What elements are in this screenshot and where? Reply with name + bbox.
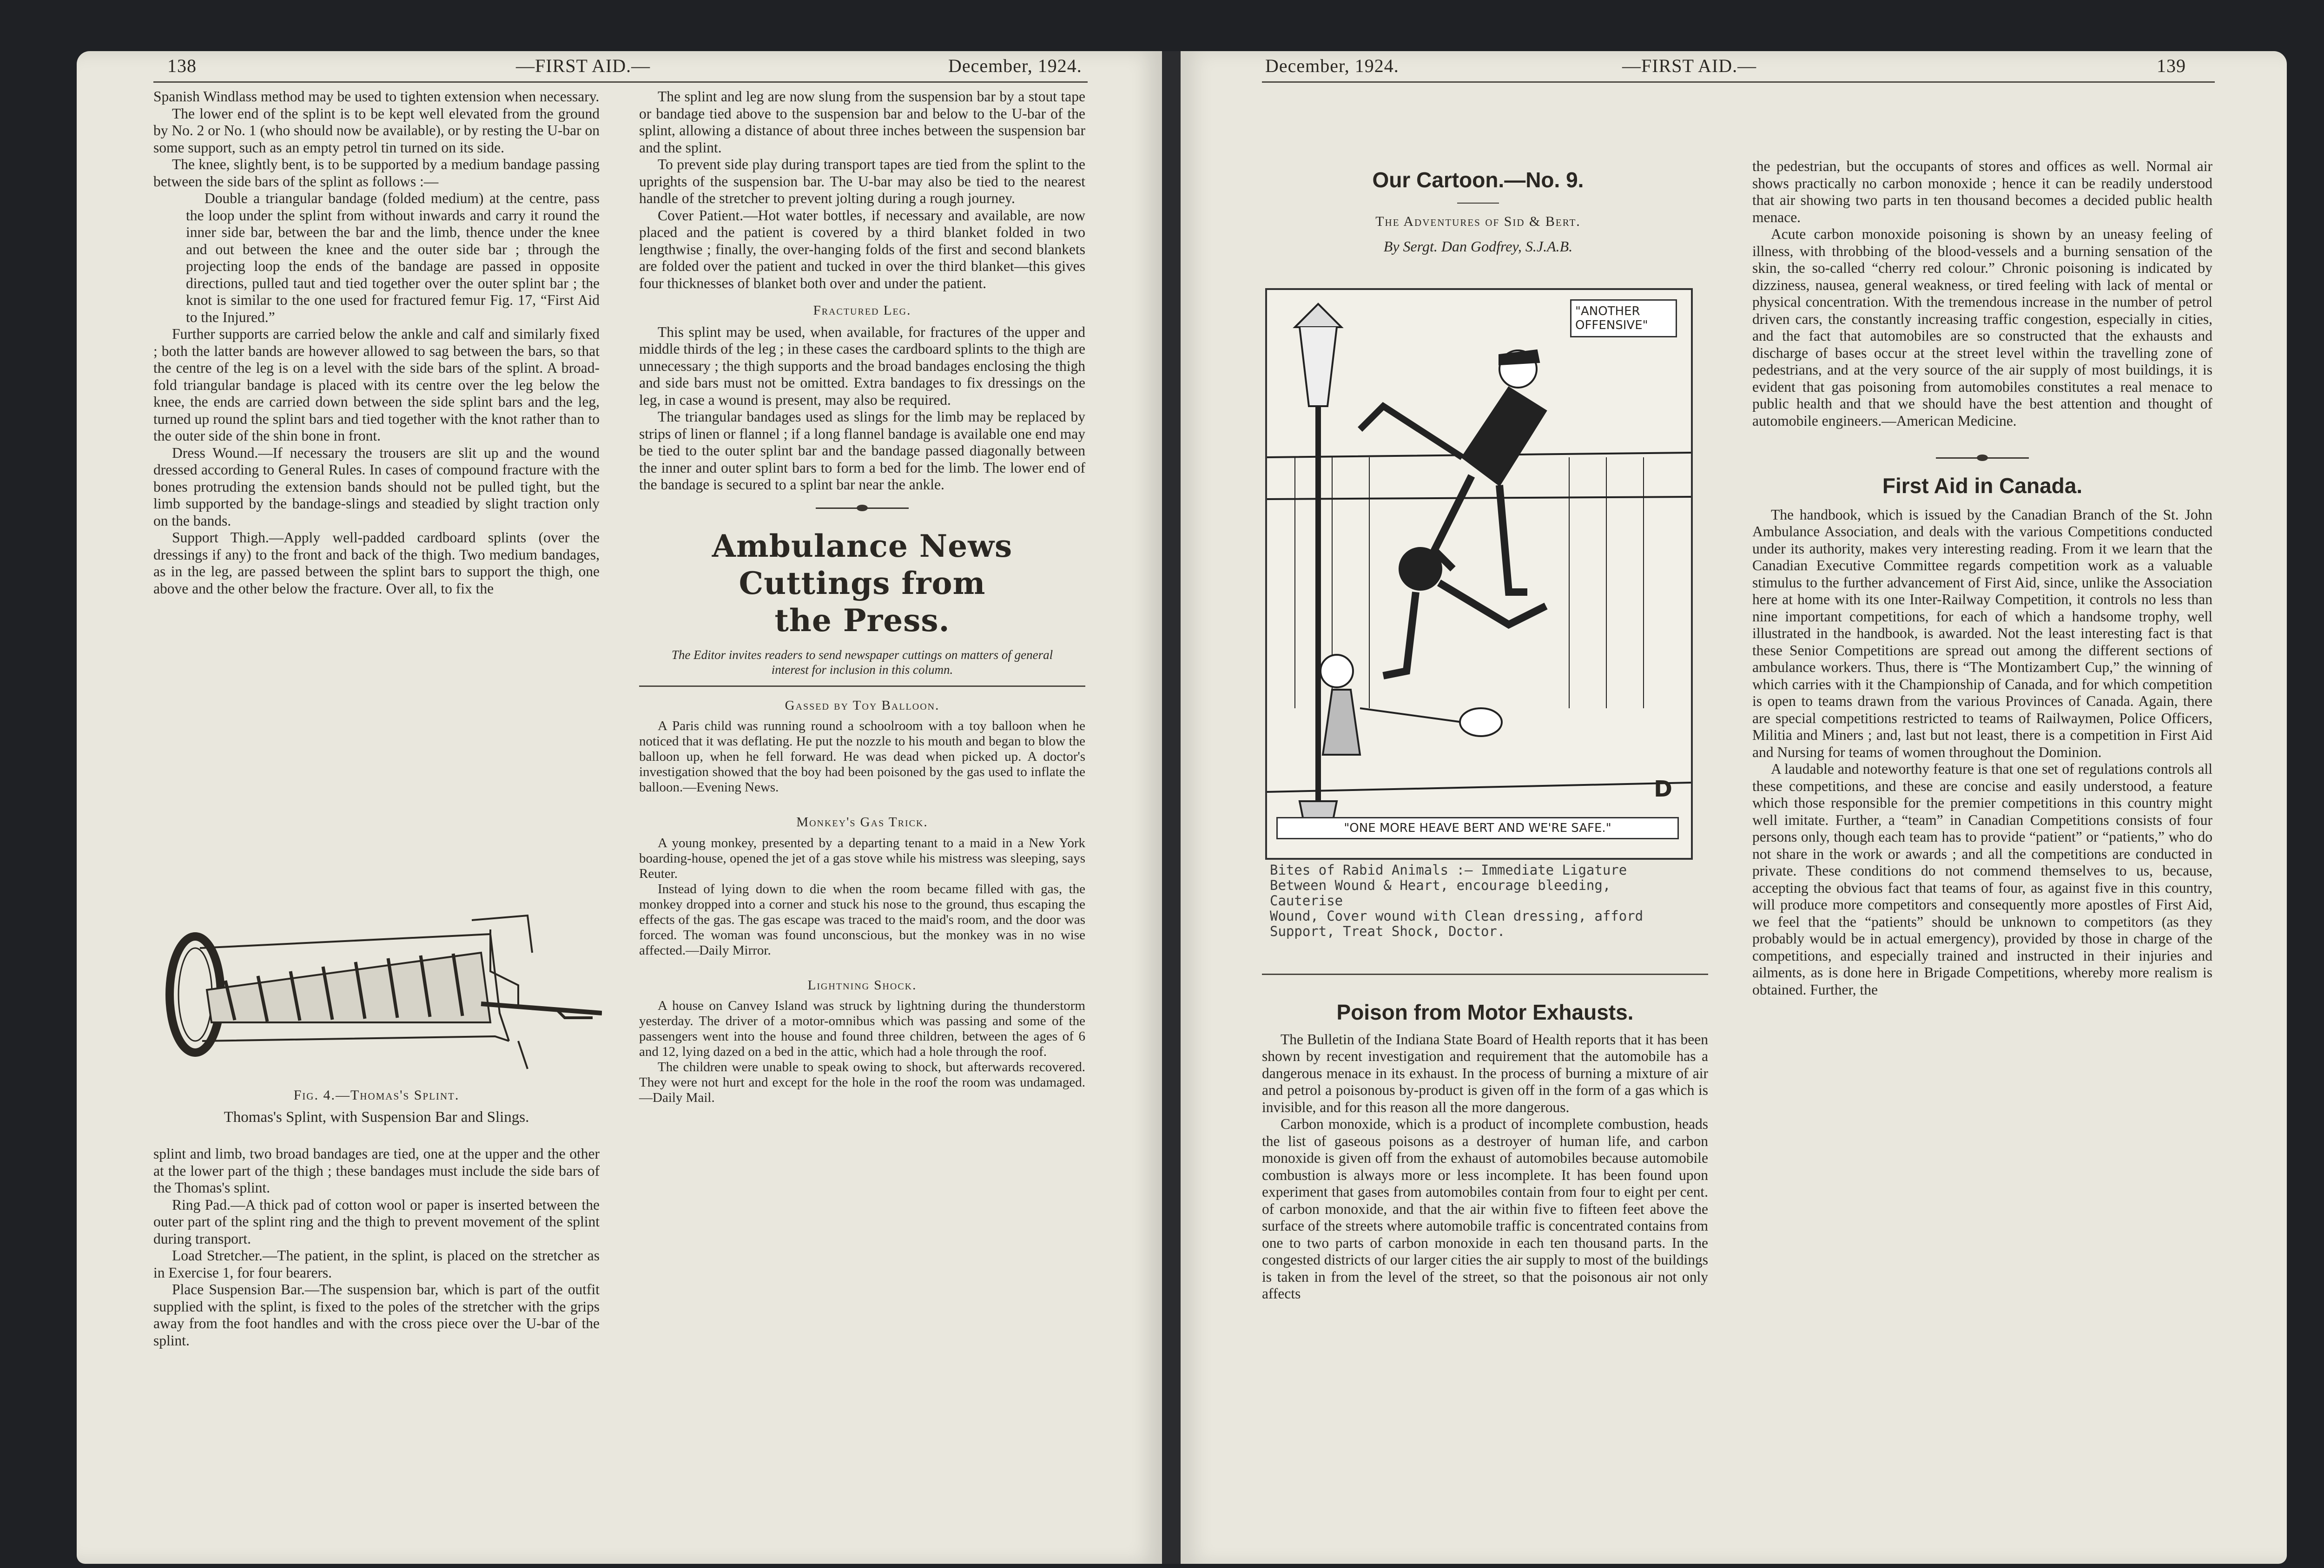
handwritten-line: Wound, Cover wound with Clean dressing, afford — [1270, 908, 1644, 924]
handwritten-line: Support, Treat Shock, Doctor. — [1270, 923, 1505, 939]
divider-line — [1262, 974, 1708, 975]
cartoon-title: Our Cartoon.—No. 9. — [1372, 168, 1584, 192]
paragraph: Carbon monoxide, which is a product of incomplete combustion, heads the list of gaseous poisons as a destroyer of human life, and carbon monoxide is given off from the exhaust of automobiles because automobile combustion is always more or less incomplete. It has been found upon experiment that gases from automobiles contain from four to eight per cent. of carbon monoxide, and that the air within five to fifteen feet above the surface of the streets where automobile traffic is concentrated contains from one to two parts of carbon monoxide in each ten thousand parts. In the congested districts of our larger cities the air supply to most of the buildings is taken in from the level of the street, so that the poisonous air not only affects — [1262, 1116, 1708, 1302]
story-text: Instead of lying down to die when the room became filled with gas, the monkey dropped into a corner and stuck his nose to the ground, thus escaping the effects of the gas. The gas escape was traced to the maid's room, and the door was forced. The woman was found unconscious, but the monkey was in no wise affected.—Daily Mirror. — [639, 881, 1085, 958]
paragraph: Further supports are carried below the ankle and calf and similarly fixed ; both the latter bands are however allowed to sag between the bars, so that the centre of the leg is on a level with the side bars of the splint. A broad-fold triangular bandage is placed with its centre over the leg below the knee, the ends are carried down between the side splint bars and the leg, turned up round the splint bars and tied together with the knot rather than to the outer side of the shin bone in front. — [153, 326, 600, 444]
left-header-rule — [153, 81, 1088, 83]
paragraph: Acute carbon monoxide poisoning is shown by an uneasy feeling of illness, with throbbing of the blood-vessels and a burning sensation of the skin, the so-called “cherry red colour.” Chronic poisoning is indicated by dizziness, nausea, general weakness, or tired feeling with lack of mental or physical concentration. With the tremendous increase in the number of petrol driven cars, the constantly increasing traffic congestion, especially in cities, and the fact that automobiles are so constructed that the exhausts and discharge of bases occur at the street level within the travelling zone of pedestrians, and at the very source of the air supply of most buildings, it is evident that gas poisoning from automobiles constitutes a real menace to public health and that we should have the best attention and thought of automobile engineers.—American Medicine. — [1752, 226, 2212, 429]
paragraph: To prevent side play during transport tapes are tied from the splint to the uprights of the suspension bar. The U-bar may also be tied to the nearest handle of the stretcher to prevent jolting during a rough journey. — [639, 156, 1085, 206]
story-heading: Gassed by Toy Balloon. — [785, 698, 940, 713]
story-heading: Monkey's Gas Trick. — [796, 815, 928, 830]
left-column-2 — [639, 88, 1085, 1106]
paragraph: A laudable and noteworthy feature is that one set of regulations controls all these competitions, and these are concise and easily understood, a feature which those responsible for the premier competitions in this country might well imitate. Further, a “team” in Canadian Competitions consists of four persons only, though each team has to provide “patient” or “patients,” who do not share in the work or awards ; and all the competitions are conducted in private. These conditions do not commend themselves to us, because, accepting the obvious fact that teams of four, as against five in this country, will produce more competitors and consequently more apostles of First Aid, we feel that the “patients” should be unknown to competitors (as they probably would be in actual emergency), provided by those in charge of the competitions, and especially trained and instructed in their injuries and ailments, as is done here in Brigade Competitions, whereby more realism is obtained. Further, the — [1752, 761, 2212, 998]
paragraph: The lower end of the splint is to be kept well elevated from the ground by No. 2 or No. 1 (who should now be available), or by resting the U-bar on some support, such as an empty petrol tin turned on its side. — [153, 105, 600, 156]
paragraph: Place Suspension Bar.—The suspension bar, which is part of the outfit supplied with the splint, is fixed to the poles of the stretcher with the grips away from the foot handles and with the cross piece over the U-bar of the splint. — [153, 1281, 600, 1349]
section-divider — [816, 507, 909, 509]
paragraph: Spanish Windlass method may be used to tighten extension when necessary. — [153, 88, 600, 105]
story-text: A house on Canvey Island was struck by lightning during the thunderstorm yesterday. The driver of a motor-omnibus which was passing and some of the passengers went into the house and found three children, between the ages of 6 and 12, lying dazed on a bed in the attic, which had a hole through the roof. — [639, 998, 1085, 1059]
section-title — [639, 527, 1085, 639]
handwritten-line: Bites of Rabid Animals :— Immediate Ligature — [1270, 862, 1627, 878]
story-text: A Paris child was running round a schoolroom with a toy balloon when he noticed that it was deflating. He put the nozzle to his mouth and began to blow the balloon up, when he fell forward. He was dead when picked up. A doctor's investigation showed that the boy had been poisoned by the gas used to inflate the balloon.—Evening News. — [639, 718, 1085, 795]
article-title: Poison from Motor Exhausts. — [1336, 1000, 1634, 1024]
cartoon-illustration — [1265, 288, 1693, 860]
paragraph: Dress Wound.—If necessary the trousers are slit up and the wound dressed according to General Rules. In cases of compound fracture with the bones protruding the extension bands should not be pulled tight, but the limb supported by the bandage-slings and steadied by slight traction only on the bands. — [153, 444, 600, 529]
thomas-splint-illustration — [156, 902, 602, 1078]
handwritten-note — [1265, 860, 1693, 939]
paragraph: The handbook, which is issued by the Canadian Branch of the St. John Ambulance Association, and deals with the various Competitions conducted under its authority, makes very interesting reading. From it we learn that the Canadian Executive Committee regards competition work as a valuable stimulus to the further advancement of First Aid, since, unlike the Association here at home with its one Inter-Railway Competition, it controls no less than nine important competitions, for each of which a handsome trophy, well illustrated in the handbook, is awarded. Not the least interesting fact is that these Senior Competitions are spread out among the different sections of ambulance workers. Thus, there is “The Montizambert Cup,” the winning of which carries with it the Championship of Canada, and for which competition is open to teams drawn from the various Provinces of Canada. Again, there are special competitions restricted to teams of Railwaymen, Police Officers, Militia and Miners ; and, last but not least, there is a competition in First Aid and Nursing for teams of women throughout the Dominion. — [1752, 506, 2212, 760]
story-text: The children were unable to speak owing to shock, but afterwards recovered. They were not hurt and except for the hole in the roof the room was undamaged.—Daily Mail. — [639, 1060, 1085, 1105]
cartoon-header — [1255, 167, 1701, 255]
paragraph: Support Thigh.—Apply well-padded cardboard splints (over the dressings if any) to the front and back of the thigh. Two medium bandages, as in the leg, are passed between the splint bars to support the thigh, one above and the other below the fracture. Over all, to fix the — [153, 529, 600, 597]
figure-label: Fig. 4.—Thomas's Splint. — [293, 1087, 460, 1103]
speech-bubble: "ANOTHER OFFENSIVE" — [1570, 299, 1677, 337]
section-subhead: Fractured Leg. — [813, 303, 911, 318]
left-column-1-continued — [153, 1146, 600, 1349]
paragraph: The triangular bandages used as slings for the limb may be replaced by strips of linen or flannel ; if a long flannel bandage is available one end may be tied to the outer splint bar and the bandage passed diagonally between the inner and outer splint bars to form a bed for the limb. The lower end of the bandage is secured to a splint bar near the ankle. — [639, 408, 1085, 493]
quoted-instruction: Double a triangular bandage (folded medium) at the centre, pass the loop under the splint from without inwards and carry it round the inner side bar, between the bar and the limb, thence under the knee and out between the knee and the outer side bar ; through the projecting loop the ends of the bandage are passed in opposite directions, pulled taut and tied together over the outer splint bar ; the knot is similar to the one used for fractured femur Fig. 17, “First Aid to the Injured.” — [186, 190, 600, 325]
cartoon-series: The Adventures of Sid & Bert. — [1375, 214, 1581, 229]
paragraph: the pedestrian, but the occupants of stores and offices as well. Normal air shows practically no carbon monoxide ; hence it can be readily understood that air showing two parts in ten thousand becomes a decided public health menace. — [1752, 158, 2212, 225]
section-title-line: Ambulance News Cuttings from — [712, 527, 1013, 601]
cartoon-byline: By Sergt. Dan Godfrey, S.J.A.B. — [1383, 238, 1573, 255]
left-running-title: —FIRST AID.— — [516, 55, 651, 76]
left-page-number: 138 — [167, 55, 197, 76]
editor-note: The Editor invites readers to send newspaper cuttings on matters of general interest for inclusion in this column. — [671, 647, 1053, 677]
right-page-number: 139 — [2157, 55, 2186, 76]
artist-initials: D — [1654, 776, 1672, 802]
paragraph: The Bulletin of the Indiana State Board of Health reports that it has been shown by recent investigation and requirement that the automobile has a dangerous menace in its exhaust. In the process of burning a mixture of air and petrol a poisonous by-product is given off in the form of a gas which is invisible, and for this reason all the more dangerous. — [1262, 1031, 1708, 1115]
right-header-rule — [1262, 81, 2215, 83]
paragraph: splint and limb, two broad bandages are tied, one at the upper and the other at the lower part of the thigh ; these bandages must include the side bars of the Thomas's splint. — [153, 1146, 600, 1196]
paragraph: Load Stretcher.—The patient, in the splint, is placed on the stretcher as in Exercise 1, for four bearers. — [153, 1247, 600, 1281]
handwritten-line: Between Wound & Heart, encourage bleeding, Cauterise — [1270, 877, 1611, 909]
story-heading: Lightning Shock. — [807, 977, 917, 993]
poison-article — [1262, 1000, 1708, 1303]
figure-caption: Thomas's Splint, with Suspension Bar and Slings. — [224, 1109, 529, 1126]
book-gutter — [1162, 51, 1181, 1564]
section-divider — [1936, 457, 2029, 459]
short-rule — [1457, 203, 1499, 204]
right-running-title: —FIRST AID.— — [1622, 55, 1757, 76]
cartoon-drawing — [1267, 290, 1691, 858]
paragraph: This splint may be used, when available, for fractures of the upper and middle thirds of the leg ; in these cases the cardboard splints to the thigh are unnecessary ; the thigh supports and the broad bandages enclosing the thigh and side bars must not be omitted. Extra bandages to fix dressings on the leg, in case a wound is present, may also be required. — [639, 323, 1085, 408]
section-title-line: the Press. — [774, 602, 950, 639]
left-date: December, 1924. — [948, 55, 1082, 76]
figure-caption-block — [153, 1087, 600, 1126]
article-title: First Aid in Canada. — [1882, 474, 2083, 498]
paragraph: The knee, slightly bent, is to be supported by a medium bandage passing between the side bars of the splint as follows :— — [153, 156, 600, 190]
paragraph: Cover Patient.—Hot water bottles, if necessary and available, are now placed and the patient is covered by a third blanket folded in two lengthwise ; finally, the over-hanging folds of the first and second blankets are folded over the patient and tucked in over the third blanket—this gives four thicknesses of blanket both over and under the patient. — [639, 207, 1085, 291]
divider-line — [639, 685, 1085, 687]
left-column-1 — [153, 88, 600, 597]
right-column-2 — [1752, 158, 2212, 998]
paragraph: The splint and leg are now slung from the suspension bar by a stout tape or bandage tied above to the suspension bar and below to the U-bar of the splint, allowing a distance of about three inches between the suspension bar and the splint. — [639, 88, 1085, 156]
story-text: A young monkey, presented by a departing tenant to a maid in a New York boarding-house, opened the jet of a gas stove while his mistress was sleeping, says Reuter. — [639, 835, 1085, 881]
paragraph: Ring Pad.—A thick pad of cotton wool or paper is inserted between the outer part of the splint ring and the thigh to prevent movement of the splint during transport. — [153, 1196, 600, 1247]
right-date: December, 1924. — [1265, 55, 1399, 76]
cartoon-caption: "ONE MORE HEAVE BERT AND WE'RE SAFE." — [1276, 817, 1679, 839]
